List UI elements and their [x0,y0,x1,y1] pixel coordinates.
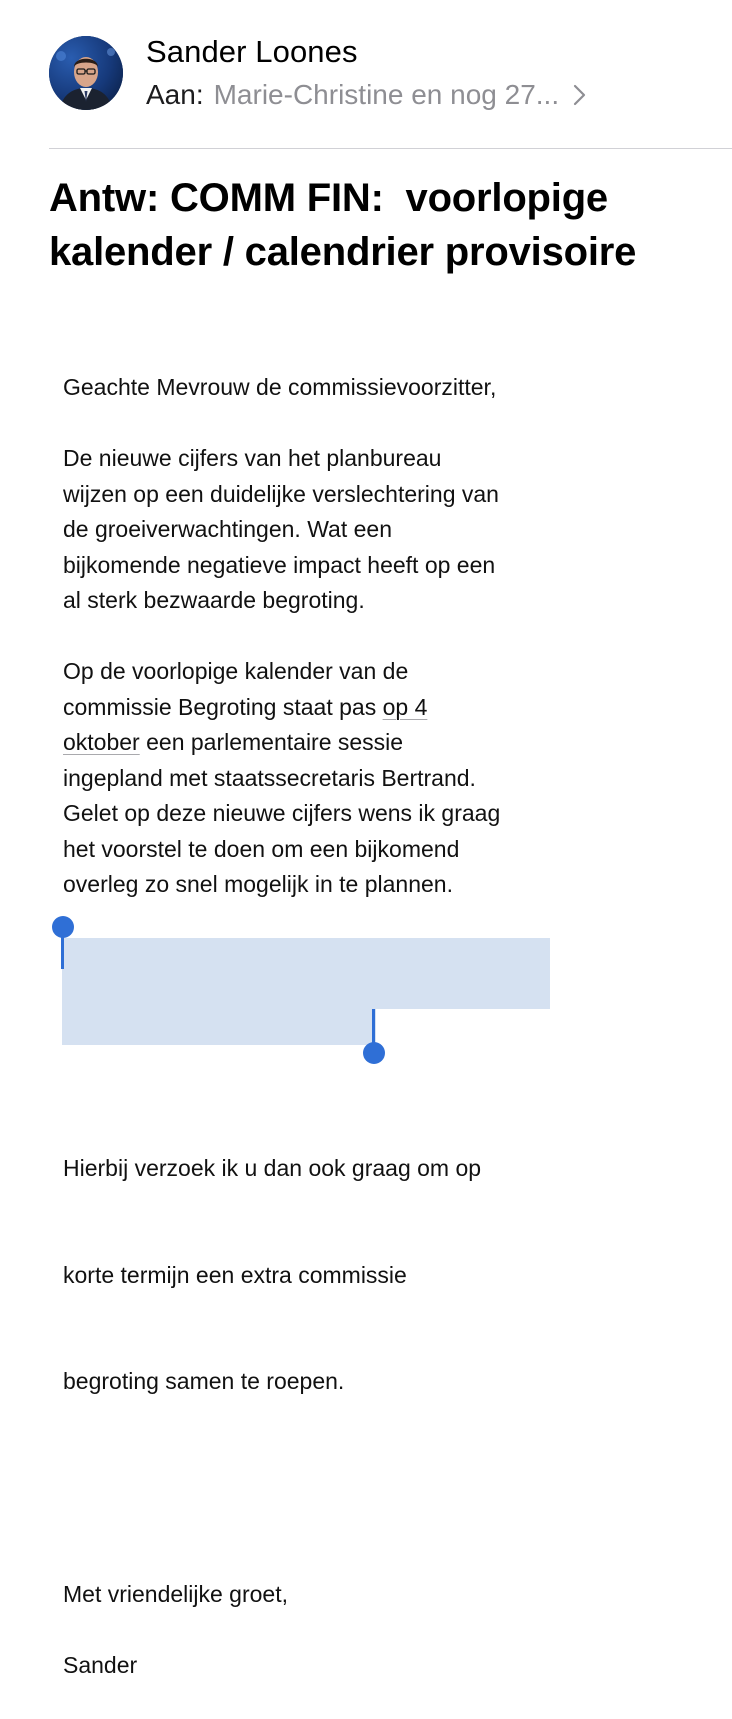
body-line: de groeiverwachtingen. Wat een [63,516,393,542]
sender-avatar[interactable] [49,36,123,110]
body-text: een parlementaire sessie [139,729,404,755]
body-line: De nieuwe cijfers van het planbureau [63,445,442,471]
sender-name[interactable]: Sander Loones [146,34,358,69]
body-line: bijkomende negatieve impact heeft op een [63,551,496,578]
body-text: commissie Begroting staat pas [63,693,383,720]
body-line: Gelet op deze nieuwe cijfers wens ik graag [63,800,501,826]
selection-highlight [62,1009,376,1045]
paragraph-1 [63,441,500,619]
date-link[interactable]: oktober [63,729,140,755]
body-line: begroting samen te roepen. [63,1368,345,1394]
body-line: Op de voorlopige kalender van de [63,658,409,684]
selected-paragraph[interactable] [63,938,500,1542]
body-line: Hierbij verzoek ik u dan ook graag om op [63,1155,482,1181]
paragraph-2 [63,654,500,903]
body-line [63,690,500,726]
recipients-row[interactable] [146,79,586,111]
email-subject [49,171,719,279]
body-line: overleg zo snel mogelijk in te plannen. [63,871,453,897]
closing: Met vriendelijke groet, [63,1581,288,1607]
date-link[interactable]: op 4 [382,693,428,720]
to-label: Aan: [146,79,204,110]
body-line: al sterk bezwaarde begroting. [63,587,365,613]
body-line: korte termijn een extra commissie [63,1261,407,1288]
greeting: Geachte Mevrouw de commissievoorzitter, [63,374,497,400]
signature: Sander [63,1652,138,1678]
selection-end-handle[interactable] [363,1042,385,1064]
subject-line: kalender / calendrier provisoire [49,230,637,274]
selection-highlight [62,938,550,1009]
recipients-summary[interactable]: Marie-Christine en nog 27... [213,79,560,110]
header-divider [49,148,732,149]
body-line [63,725,500,761]
body-line: wijzen op een duidelijke verslechtering van [63,480,499,507]
avatar-photo [49,36,123,110]
subject-line: Antw: COMM FIN: voorlopige [49,176,608,220]
body-line: ingepland met staatssecretaris Bertrand. [63,764,476,791]
chevron-right-icon[interactable] [573,84,586,106]
selection-end-caret [372,1009,375,1045]
body-line: het voorstel te doen om een bijkomend [63,835,460,862]
selection-start-caret [61,933,64,969]
email-body[interactable] [63,370,500,1719]
